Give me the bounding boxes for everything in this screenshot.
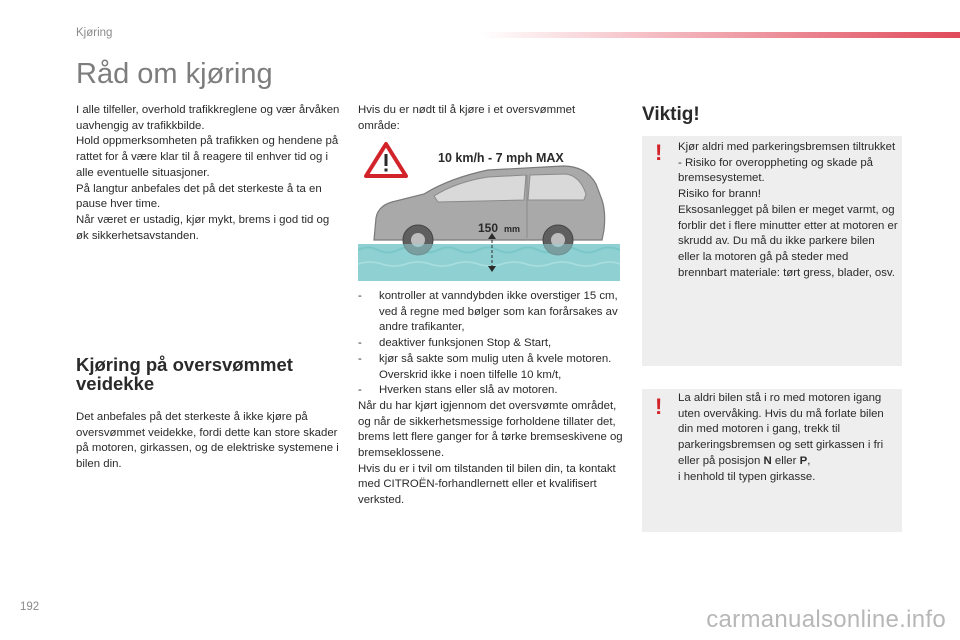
- list-item-text: kjør så sakte som mulig uten å kvele motoren. Overskrid ikke i noen tilfelle 10 km/t,: [379, 352, 612, 381]
- header-accent-rule: [480, 32, 960, 38]
- flood-heading: Kjøring på oversvømmet veidekke: [76, 354, 293, 394]
- exclamation-icon: !: [655, 140, 663, 165]
- gear-position-n: N: [763, 454, 772, 467]
- exclamation-icon: !: [655, 394, 663, 419]
- list-item: - kjør så sakte som mulig uten å kvele motoren. Overskrid ikke i noen tilfelle 10 km/t,: [358, 352, 624, 383]
- list-item: - deaktiver funksjonen Stop & Start,: [358, 336, 624, 352]
- list-item-text: deaktiver funksjonen Stop & Start,: [379, 337, 552, 350]
- flood-instructions: [358, 289, 624, 509]
- warning-box-parking-brake: [642, 136, 902, 366]
- depth-value: 150: [478, 221, 499, 235]
- important-heading: Viktig!: [642, 104, 700, 125]
- flood-after-paragraph: Når du har kjørt igjennom det oversvømte området, og når de sikkerhetsmessige forholdene tillater det, brems lett flere ganger for å tørke bremseskivene og bremseklossene. Hvis du er i tvil om tilstanden til bilen din, ta kontakt med CITROËN-forhandlernett eller et kvalifisert verksted.: [358, 399, 623, 507]
- page-title: Råd om kjøring: [76, 58, 273, 90]
- speed-limit-label: 10 km/h - 7 mph MAX: [438, 151, 564, 165]
- flood-need-paragraph: Hvis du er nødt til å kjøre i et oversvømmet område:: [358, 104, 576, 132]
- warning-box-idle-engine: [642, 389, 902, 532]
- depth-unit: mm: [504, 224, 521, 234]
- site-watermark: carmanualsonline.info: [706, 606, 946, 633]
- list-item: - Hverken stans eller slå av motoren.: [358, 383, 624, 399]
- warning-text: Kjør aldri med parkeringsbremsen tiltrukket - Risiko for overoppheting og skade på bremsesystemet. Risiko for brann! Eksosanlegget på bilen er meget varmt, og forblir det i flere minutter etter at motoren er skrudd av. Du må du ikke parkere bilen eller la motoren gå på steder med brennbart materiale: tørt gress, blader, osv.: [678, 141, 898, 279]
- section-label: Kjøring: [76, 27, 113, 39]
- warning-text: La aldri bilen stå i ro med motoren igang uten overvåking. Hvis du må forlate bilen din med motoren i gang, trekk til parkeringsbremsen og sett girkassen i fri eller på posisjon N eller P, i henhold til typen girkasse.: [678, 392, 884, 483]
- list-item: - kontroller at vanndybden ikke overstiger 15 cm, ved å regne med bølger som kan forårsakes av andre trafikanter,: [358, 289, 624, 336]
- intro-paragraph: I alle tilfeller, overhold trafikkreglene og vær årvåken uavhengig av trafikkbilde. Hold oppmerksomheten på trafikken og hendene på rattet for å være klar til å reagere til enhver tid og i alle eventuelle situasjoner. På langtur anbefales det på det sterkeste å ta en pause hver time. Når været er ustadig, kjør mykt, brems i god tid og øk sikkerhetsavstanden.: [76, 104, 340, 242]
- gear-position-p: P: [799, 454, 808, 467]
- flood-illustration: [358, 140, 620, 281]
- list-item-text: Hverken stans eller slå av motoren.: [379, 384, 558, 397]
- list-item-text: kontroller at vanndybden ikke overstiger 15 cm, ved å regne med bølger som kan forårsakes av andre trafikanter,: [379, 290, 618, 334]
- flood-intro-paragraph: Det anbefales på det sterkeste å ikke kjøre på oversvømmet veidekke, fordi dette kan store skader på motoren, girkassen, og de elektriske systemene i bilen din.: [76, 411, 339, 471]
- page-number: 192: [20, 601, 40, 613]
